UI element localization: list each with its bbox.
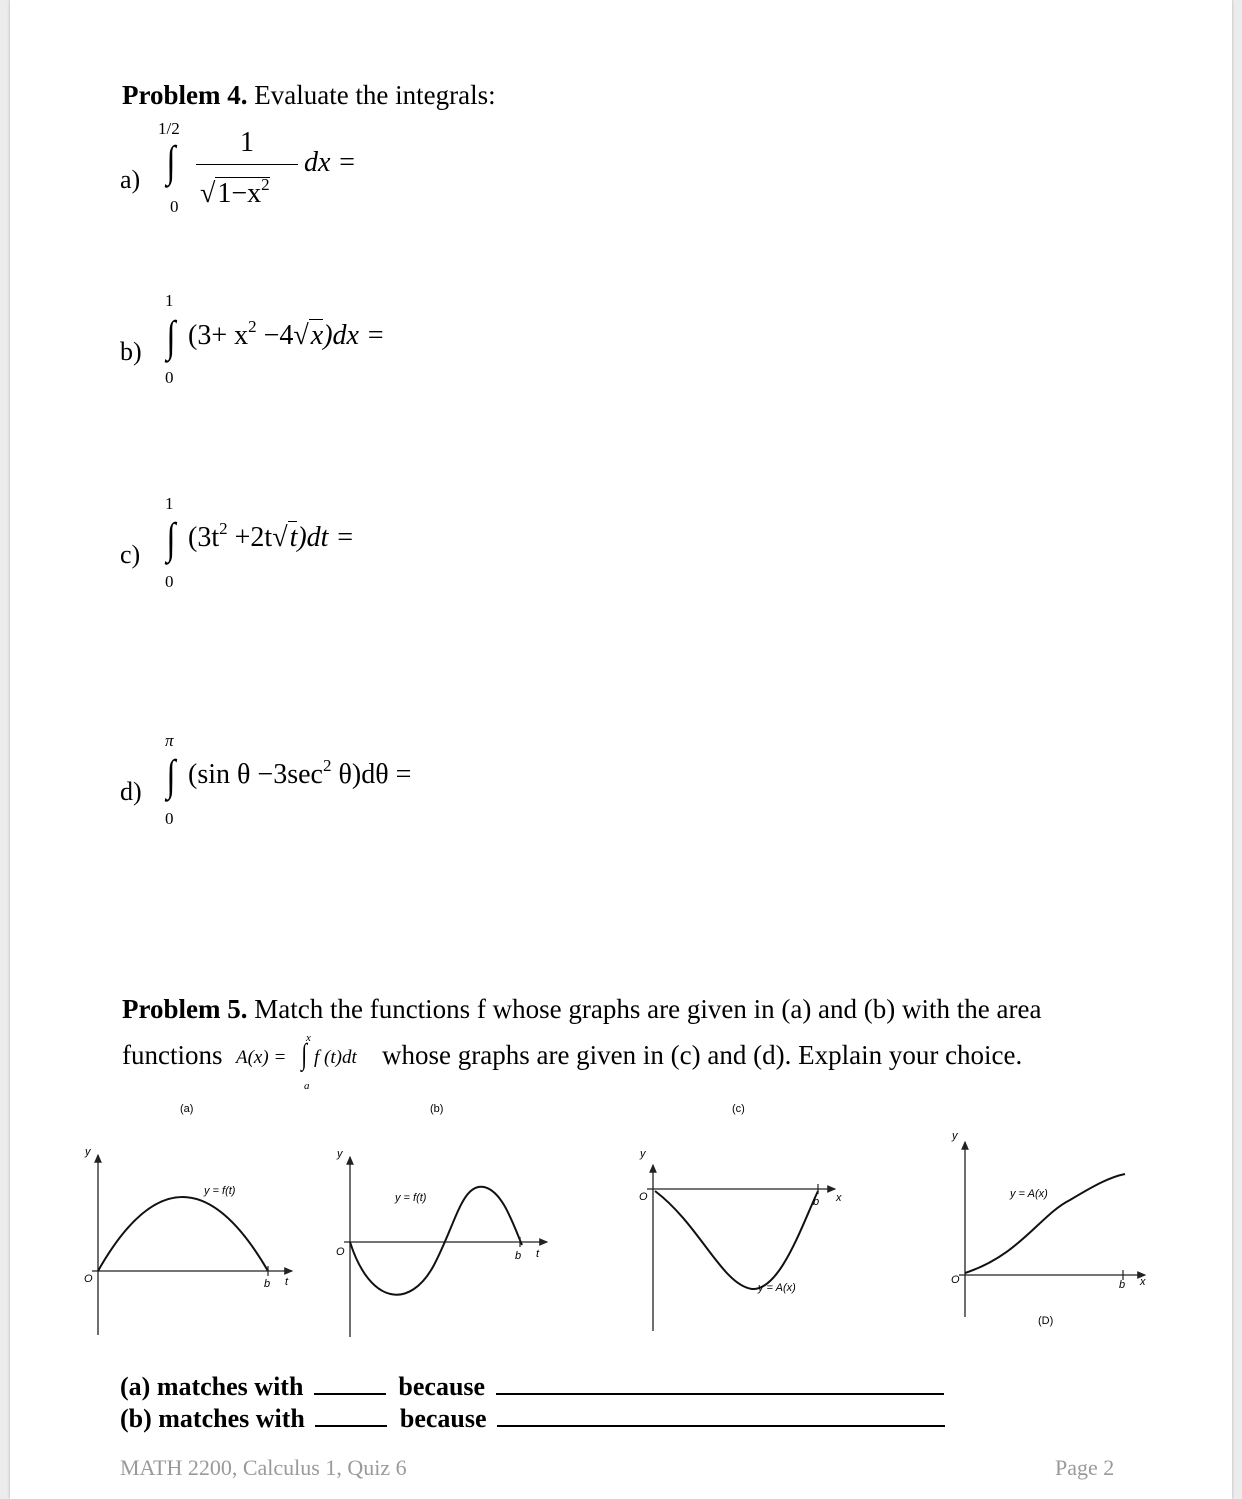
graph-a-curve: [98, 1197, 268, 1271]
answer-a-reason-blank[interactable]: [496, 1373, 944, 1395]
graph-d-x-label: x: [1140, 1276, 1146, 1288]
answer-b-reason-blank[interactable]: [497, 1405, 945, 1427]
graph-c-x-label: x: [836, 1192, 842, 1204]
integral-sign-d: ∫: [166, 751, 176, 800]
graph-a-caption: (a): [180, 1103, 194, 1115]
graph-b-curve: [350, 1187, 522, 1295]
answer-line-b: [120, 1404, 945, 1434]
part-c-lower-limit: 0: [165, 572, 174, 591]
part-d-label: d): [120, 777, 142, 806]
problem5-line2-start: functions: [122, 1040, 223, 1070]
graph-b-b-label: b: [515, 1250, 522, 1262]
graph-a-y-label: y: [85, 1146, 91, 1158]
graph-b-func-label: y = f(t): [395, 1192, 427, 1204]
answer-a-because: because: [398, 1372, 486, 1401]
graph-c-origin: O: [639, 1191, 648, 1203]
graph-c-b-label: b: [813, 1196, 820, 1208]
graph-a: [92, 1155, 292, 1335]
graph-d: [959, 1142, 1145, 1317]
part-d-post: θ)dθ =: [331, 759, 412, 790]
graph-c-y-label: y: [640, 1148, 646, 1160]
quiz-page: [10, 0, 1232, 1499]
integral-sign-a: ∫: [166, 137, 176, 186]
part-d-pre: (sin θ −3sec: [188, 759, 323, 790]
graph-b-y-label: y: [337, 1148, 343, 1160]
area-function-lhs: A(x) =: [236, 1047, 287, 1068]
graph-a-b-label: b: [264, 1278, 271, 1290]
part-c-pre: (3t: [188, 522, 220, 553]
graph-c-func-label: y = A(x): [758, 1282, 796, 1294]
graph-b-t-label: t: [536, 1248, 540, 1260]
part-b-power: 2: [248, 317, 257, 336]
part-b-label: b): [120, 337, 142, 366]
part-b-mid: −4: [256, 320, 294, 351]
answer-a-match-blank[interactable]: [314, 1373, 386, 1395]
graph-d-y-label: y: [952, 1130, 958, 1142]
part-b-radicand: x: [310, 320, 324, 351]
area-upper-limit: x: [306, 1032, 311, 1044]
footer-page-number: Page 2: [1055, 1455, 1115, 1480]
part-b-pre: (3+ x: [188, 320, 249, 351]
part-a-upper-limit: 1/2: [158, 119, 180, 138]
part-c-expression: $(3t^2 +2t√t)dt$ =: [188, 519, 355, 553]
graph-c-caption: (c): [732, 1103, 745, 1115]
part-d-upper-limit: π: [165, 731, 174, 750]
part-a-tail: dx =: [304, 147, 357, 178]
graph-d-func-label: y = A(x): [1010, 1188, 1048, 1200]
part-c-post: )dt =: [297, 522, 355, 553]
part-d-power: 2: [322, 756, 332, 775]
part-b-expression: $(3+ x^2 -4√x)dx$ =: [188, 317, 385, 351]
problem5-label: Problem 5.: [122, 994, 248, 1024]
integral-sign-b: ∫: [166, 312, 176, 361]
part-c-power: 2: [219, 519, 228, 538]
graph-a-func-label: y = f(t): [204, 1185, 236, 1197]
part-a-radicand-power: 2: [261, 175, 270, 194]
integral-sign-c: ∫: [166, 514, 176, 563]
part-d-expression: [188, 756, 412, 791]
area-lower-limit: a: [304, 1080, 310, 1092]
graph-b: [344, 1157, 547, 1337]
problem5-text-line1: Match the functions f whose graphs are given in (a) and (b) with the area: [254, 994, 1042, 1024]
graph-c-curve: [655, 1191, 818, 1289]
footer-course: MATH 2200, Calculus 1, Quiz 6: [120, 1455, 407, 1480]
part-a-fraction-bar: [196, 164, 298, 165]
graph-d-b-label: b: [1119, 1279, 1126, 1291]
answer-b-label: (b) matches with: [120, 1404, 305, 1433]
part-a-radicand: 1−x: [217, 178, 262, 209]
graph-a-t-label: t: [285, 1276, 289, 1288]
part-a-denominator: $√1-x^2$: [200, 175, 270, 209]
problem4-text: Evaluate the integrals:: [254, 80, 496, 110]
problem5-line1: [122, 994, 1041, 1025]
area-integrand: f (t)dt: [314, 1047, 357, 1068]
graph-b-caption: (b): [430, 1103, 444, 1115]
problem4-label: Problem 4.: [122, 80, 248, 110]
answer-line-a: [120, 1372, 944, 1402]
answer-b-match-blank[interactable]: [315, 1405, 387, 1427]
answer-b-because: because: [399, 1404, 487, 1433]
part-a-numerator: 1: [240, 127, 254, 158]
graph-c: [647, 1165, 835, 1331]
area-integral-sign: ∫: [301, 1038, 307, 1071]
part-c-mid: +2t: [227, 522, 273, 553]
graph-d-caption: (D): [1038, 1315, 1054, 1327]
part-c-upper-limit: 1: [165, 494, 174, 513]
part-d-lower-limit: 0: [165, 809, 174, 828]
graph-d-origin: O: [951, 1274, 960, 1286]
answer-a-label: (a) matches with: [120, 1372, 304, 1401]
problem4-heading: [122, 80, 496, 111]
part-a-label: a): [120, 165, 141, 194]
part-b-post: )dx =: [323, 320, 385, 351]
part-b-upper-limit: 1: [165, 291, 174, 310]
part-a-lower-limit: 0: [170, 197, 179, 216]
part-c-radicand: t: [289, 522, 298, 553]
part-c-label: c): [120, 540, 141, 569]
graph-b-origin: O: [336, 1246, 345, 1258]
graph-a-origin: O: [84, 1273, 93, 1285]
problem5-line2-end: whose graphs are given in (c) and (d). Explain your choice.: [382, 1040, 1023, 1070]
part-b-lower-limit: 0: [165, 368, 174, 387]
